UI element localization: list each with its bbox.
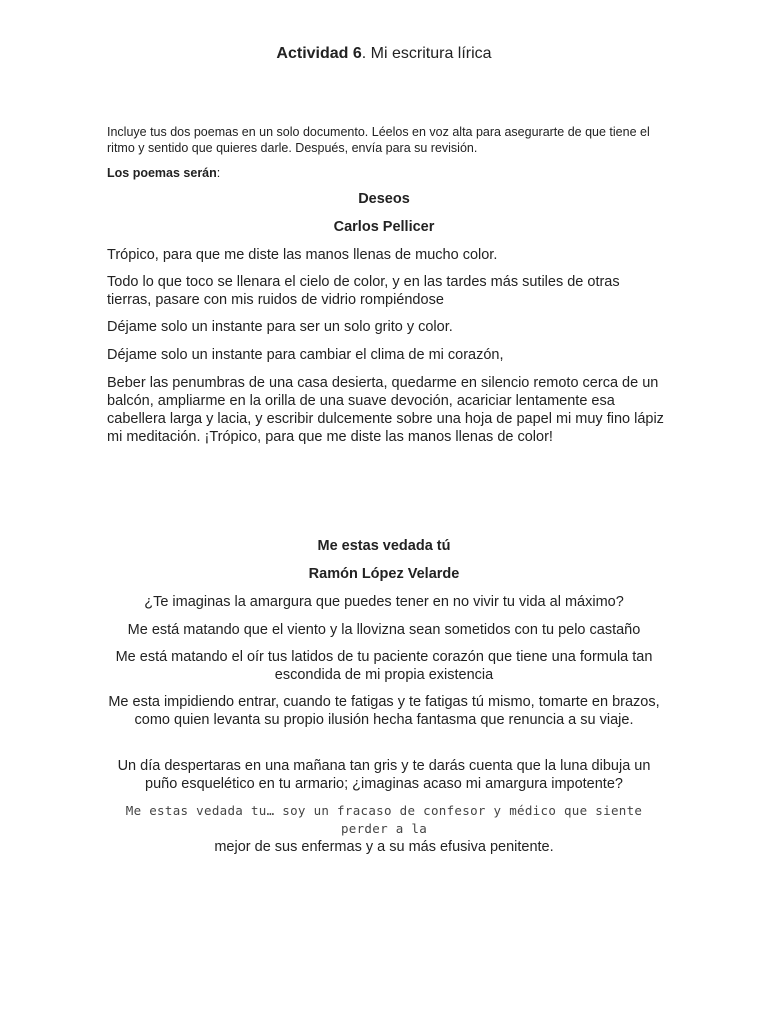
poems-label xyxy=(107,166,220,180)
poem2-last-stanza-line2: mejor de sus enfermas y a su más efusiva penitente. xyxy=(214,839,554,855)
poem2-title: Me estas vedada tú xyxy=(317,538,451,554)
poem1-stanza: Todo lo que toco se llenara el cielo de color, y en las tardes más sutiles de otras tierras, pasare con mis ruidos de vidrio rompiéndose xyxy=(107,274,620,308)
page-title xyxy=(0,45,768,63)
poem1-stanza: Trópico, para que me diste las manos llenas de mucho color. xyxy=(107,247,498,263)
poem2-author: Ramón López Velarde xyxy=(308,566,460,582)
poem1-author: Carlos Pellicer xyxy=(333,219,435,235)
poem2-stanza: ¿Te imaginas la amargura que puedes tener en no vivir tu vida al máximo? xyxy=(144,594,624,610)
poem1-title: Deseos xyxy=(358,191,410,207)
poem2-stanza: Me esta impidiendo entrar, cuando te fatigas y te fatigas tú mismo, tomarte en brazos, como quien levanta su propio ilusión hecha fantasma que renuncia a su viaje. xyxy=(108,694,660,728)
instructions-paragraph: Incluye tus dos poemas en un solo documento. Léelos en voz alta para asegurarte de que tiene el ritmo y sentido que quieres darle. Después, envía para su revisión. xyxy=(107,125,650,155)
poem2-last-stanza xyxy=(104,802,664,856)
poem2-last-stanza-line1: Me estas vedada tu… soy un fracaso de confesor y médico que siente perder a la xyxy=(125,803,643,836)
poem1-stanza: Beber las penumbras de una casa desierta, quedarme en silencio remoto cerca de un balcón, ampliarme en la orilla de una suave devoción, acariciar lentamente esa cabellera larga y lacia, y escribir dulcemente sobre una hoja de papel mi muy fino lápiz mi meditación. ¡Trópico, para que me diste las manos llenas de color! xyxy=(107,375,664,445)
poem2-stanza: Un día despertaras en una mañana tan gris y te darás cuenta que la luna dibuja un puño esquelético en tu armario; ¿imaginas acaso mi amargura impotente? xyxy=(117,758,651,792)
activity-title: . Mi escritura lírica xyxy=(361,45,492,62)
poems-label-bold: Los poemas serán xyxy=(107,166,217,180)
poem2-stanza: Me está matando que el viento y la llovizna sean sometidos con tu pelo castaño xyxy=(127,622,641,638)
poems-label-colon: : xyxy=(216,166,221,180)
poem2-stanza: Me está matando el oír tus latidos de tu paciente corazón que tiene una formula tan escondida de mi propia existencia xyxy=(115,649,653,683)
poem1-stanza: Déjame solo un instante para ser un solo grito y color. xyxy=(107,319,453,335)
poem1-stanza: Déjame solo un instante para cambiar el clima de mi corazón, xyxy=(107,347,504,363)
activity-number: Actividad 6 xyxy=(276,45,362,62)
